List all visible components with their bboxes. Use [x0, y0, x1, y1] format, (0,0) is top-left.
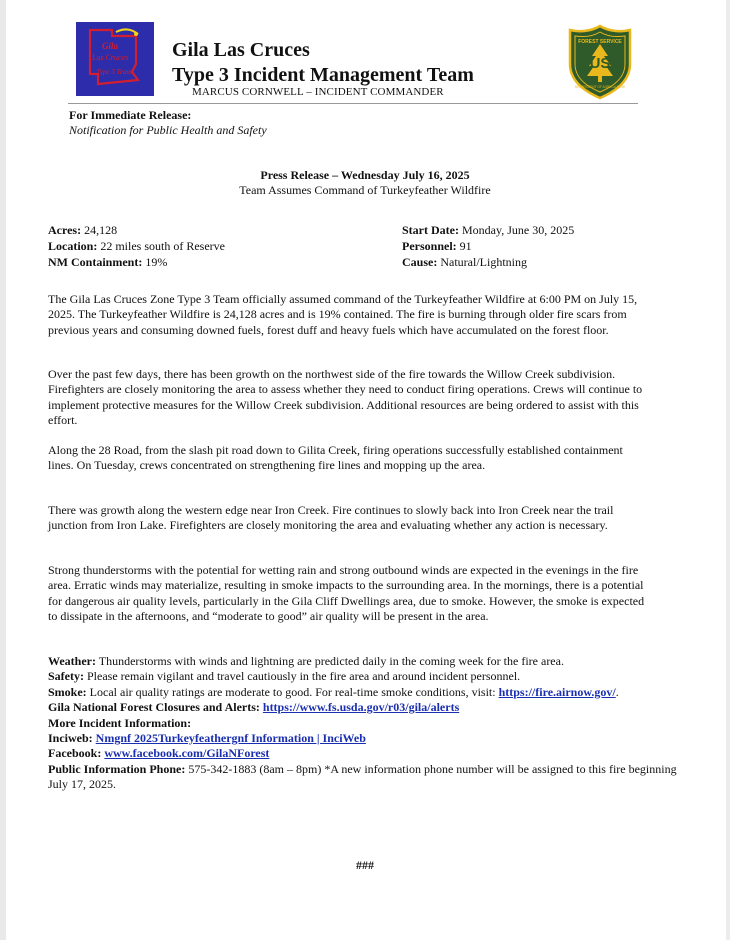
info-closures: Gila National Forest Closures and Alerts: https://www.fs.usda.gov/r03/gila/alerts [48, 700, 460, 715]
info-phone: Public Information Phone: 575-342-1883 (8am – 8pm) *A new information phone number will be assigned to this fire beginning July 17, 2025. [48, 761, 677, 792]
fact-acres: Acres: 24,128 [48, 223, 118, 237]
info-more: More Incident Information: [48, 715, 192, 730]
facebook-link[interactable]: www.facebook.com/GilaNForest [104, 746, 270, 761]
fact-location: Location: 22 miles south of Reserve [48, 239, 225, 253]
fact-personnel: Personnel: 91 [402, 239, 472, 253]
logo-text-2: Las Cruces [91, 53, 129, 62]
paragraph-28-road: Along the 28 Road, from the slash pit road down to Gilita Creek, firing operations successfully established containment lines. On Tuesday, crews concentrated on strengthening fire lines and mopping up the area. [48, 443, 623, 473]
shield-text-top: FOREST SERVICE [578, 39, 622, 45]
info-inciweb: Inciweb: Nmgnf 2025Turkeyfeathergnf Information | InciWeb [48, 731, 366, 746]
press-heading-block [0, 168, 730, 198]
info-smoke: Smoke: Local air quality ratings are moderate to good. For real-time smoke conditions, visit: https://fire.airnow.gov/. [48, 684, 619, 699]
airnow-link[interactable]: https://fire.airnow.gov/ [498, 684, 616, 699]
shield-text-bottom: DEPARTMENT OF AGRICULTURE [574, 85, 626, 89]
info-facebook: Facebook: www.facebook.com/GilaNForest [48, 746, 270, 761]
release-subtitle: Notification for Public Health and Safety [69, 123, 267, 137]
paragraph-command: The Gila Las Cruces Zone Type 3 Team officially assumed command of the Turkeyfeather Wildfire at 6:00 PM on July 15, 2025. The Turkeyfeather Wildfire is 24,128 acres and is 19% contained. The fire is burning through older fire scars from previous years and consuming downed fuels, forest duff and heavy fuels which have accumulated on the forest floor. [48, 292, 638, 337]
scan-edge-left [0, 0, 6, 940]
press-heading: Press Release – Wednesday July 16, 2025 [260, 168, 470, 182]
info-weather: Weather: Thunderstorms with winds and lightning are predicted daily in the coming week for the fire area. [48, 654, 564, 668]
closures-link[interactable]: https://www.fs.usda.gov/r03/gila/alerts [262, 700, 460, 715]
inciweb-link[interactable]: Nmgnf 2025Turkeyfeathergnf Information | InciWeb [95, 731, 366, 746]
release-label: For Immediate Release: [69, 108, 192, 122]
fact-start-date: Start Date: Monday, June 30, 2025 [402, 223, 575, 237]
facts-right [402, 222, 574, 270]
info-block [48, 654, 688, 793]
paragraph-thunderstorms: Strong thunderstorms with the potential for wetting rain and strong outbound winds are expected in the evenings in the fire area. Erratic winds may materialize, resulting in smoke impacts to the surrounding area. In the mornings, there is a potential for dangerous air quality levels, particularly in the Gila Cliff Dwellings area, due to smoke. However, the smoke is expected to dissipate in the afternoons, and “moderate to good” air quality will be present in the area. [48, 563, 645, 624]
title-line-1: Gila Las Cruces [172, 39, 310, 61]
paragraph-growth: Over the past few days, there has been growth on the northwest side of the fire towards the Willow Creek subdivision. Firefighters are closely monitoring the area to assess whether they need to conduct firing operations. Crews will continue to implement protective measures for the Willow Creek subdivision. Additional resources are being ordered to assist with this effort. [48, 367, 643, 428]
team-title [172, 38, 474, 88]
title-line-2: Type 3 Incident Management Team [172, 64, 474, 86]
forest-service-shield-logo [566, 24, 634, 100]
logo-text-1: Gila [101, 41, 119, 51]
fact-cause: Cause: Natural/Lightning [402, 255, 527, 269]
info-safety: Safety: Please remain vigilant and travel cautiously in the fire area and around incident personnel. [48, 669, 521, 684]
commander-line: MARCUS CORNWELL – INCIDENT COMMANDER [192, 86, 444, 98]
end-mark: ### [356, 858, 374, 872]
facts-left [48, 222, 225, 270]
header-divider [68, 103, 638, 104]
scan-edge-right [726, 0, 730, 940]
team-logo [76, 22, 154, 96]
press-subheading: Team Assumes Command of Turkeyfeather Wildfire [239, 183, 491, 197]
shield-text-center: US [589, 55, 611, 72]
paragraph-iron-creek: There was growth along the western edge near Iron Creek. Fire continues to slowly back into Iron Creek near the trail junction from Iron Lake. Firefighters are closely monitoring the area and evaluating whether any action is necessary. [48, 503, 614, 533]
release-block [69, 108, 267, 138]
logo-text-3: Type 3 Team [96, 68, 132, 76]
fact-containment: NM Containment: 19% [48, 255, 168, 269]
